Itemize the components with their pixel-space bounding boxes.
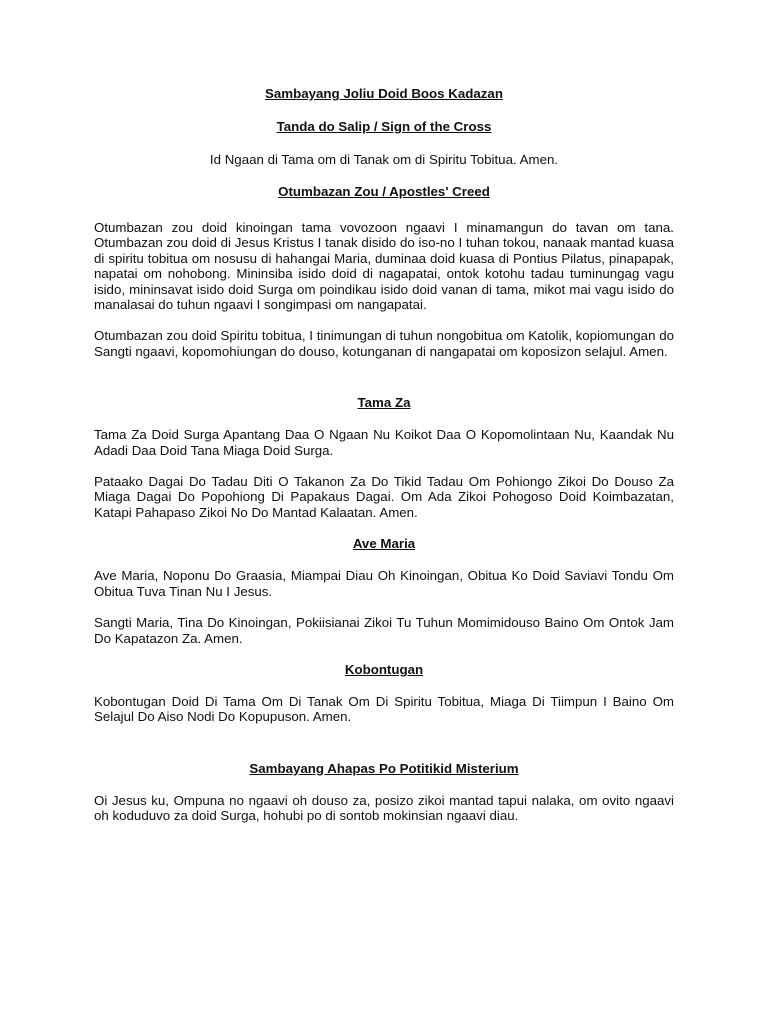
ave-maria-paragraph-1: Ave Maria, Noponu Do Graasia, Miampai Diau Oh Kinoingan, Obitua Ko Doid Saviavi Tondu Om Obitua Tuva Tinan Nu I Jesus. [94, 568, 674, 599]
sign-of-cross-text: Id Ngaan di Tama om di Tanak om di Spiritu Tobitua. Amen. [209, 152, 559, 167]
kobontugan-paragraph: Kobontugan Doid Di Tama Om Di Tanak Om Di Spiritu Tobitua, Miaga Di Tiimpun I Baino Om Selajul Do Aiso Nodi Do Kopupuson. Amen. [94, 693, 674, 725]
heading-ave-maria: Ave Maria [352, 536, 416, 552]
creed-paragraph-1: Otumbazan zou doid kinoingan tama vovozoon ngaavi I minamangun do tavan om tana. Otumbazan zou doid di Jesus Kristus I tanak disido do iso-no I tuhan tokou, nanaak mantad kuasa di spiritu tobitua om nosusu di hahangai Maria, duminaa doid kuasa di Pontius Pilatus, pinapapak, napatai om nohobong. Mininsiba isido doid di nagapatai, ontok kotohu tadau tuminungag vagu isido, mininsavat isido doid Surga om poindikau isido doid vanan di tama, mikot mai vagu isido do manalasai do tuhun ngaavi I songimpasi om nangapatai. [94, 220, 674, 313]
heading-kobontugan: Kobontugan [344, 661, 424, 677]
misterium-paragraph: Oi Jesus ku, Ompuna no ngaavi oh douso za, posizo zikoi mantad tapui nalaka, om ovito ngaavi oh koduduvo za doid Surga, hohubi po di sontob mokinsian ngaavi diau. [94, 792, 674, 824]
creed-paragraph-2: Otumbazan zou doid Spiritu tobitua, I tinimungan di tuhun nongobitua om Katolik, kopiomungan do Sangti ngaavi, kopomohiungan do douso, kotunganan di nangapatai om koposizon selajul. Amen. [94, 328, 674, 359]
heading-creed: Otumbazan Zou / Apostles' Creed [278, 184, 490, 199]
heading-misterium: Sambayang Ahapas Po Potitikid Misterium [249, 760, 519, 776]
heading-tama-za: Tama Za [357, 395, 411, 411]
tama-za-paragraph-1: Tama Za Doid Surga Apantang Daa O Ngaan Nu Koikot Daa O Kopomolintaan Nu, Kaandak Nu Adadi Daa Doid Tana Miaga Doid Surga. [94, 427, 674, 458]
document-title: Sambayang Joliu Doid Boos Kadazan [265, 86, 503, 101]
ave-maria-paragraph-2: Sangti Maria, Tina Do Kinoingan, Pokiisianai Zikoi Tu Tuhun Momimidouso Baino Om Ontok Jam Do Kapatazon Za. Amen. [94, 615, 674, 646]
tama-za-paragraph-2: Pataako Dagai Do Tadau Diti O Takanon Za Do Tikid Tadau Om Pohiongo Zikoi Do Douso Za Miaga Dagai Do Popohiong Di Papakaus Dagai. Om Ada Zikoi Pohogoso Doid Koimbazatan, Katapi Pahapaso Zikoi No Do Mantad Kalaatan. Amen. [94, 474, 674, 520]
heading-sign-of-cross: Tanda do Salip / Sign of the Cross [276, 119, 492, 134]
